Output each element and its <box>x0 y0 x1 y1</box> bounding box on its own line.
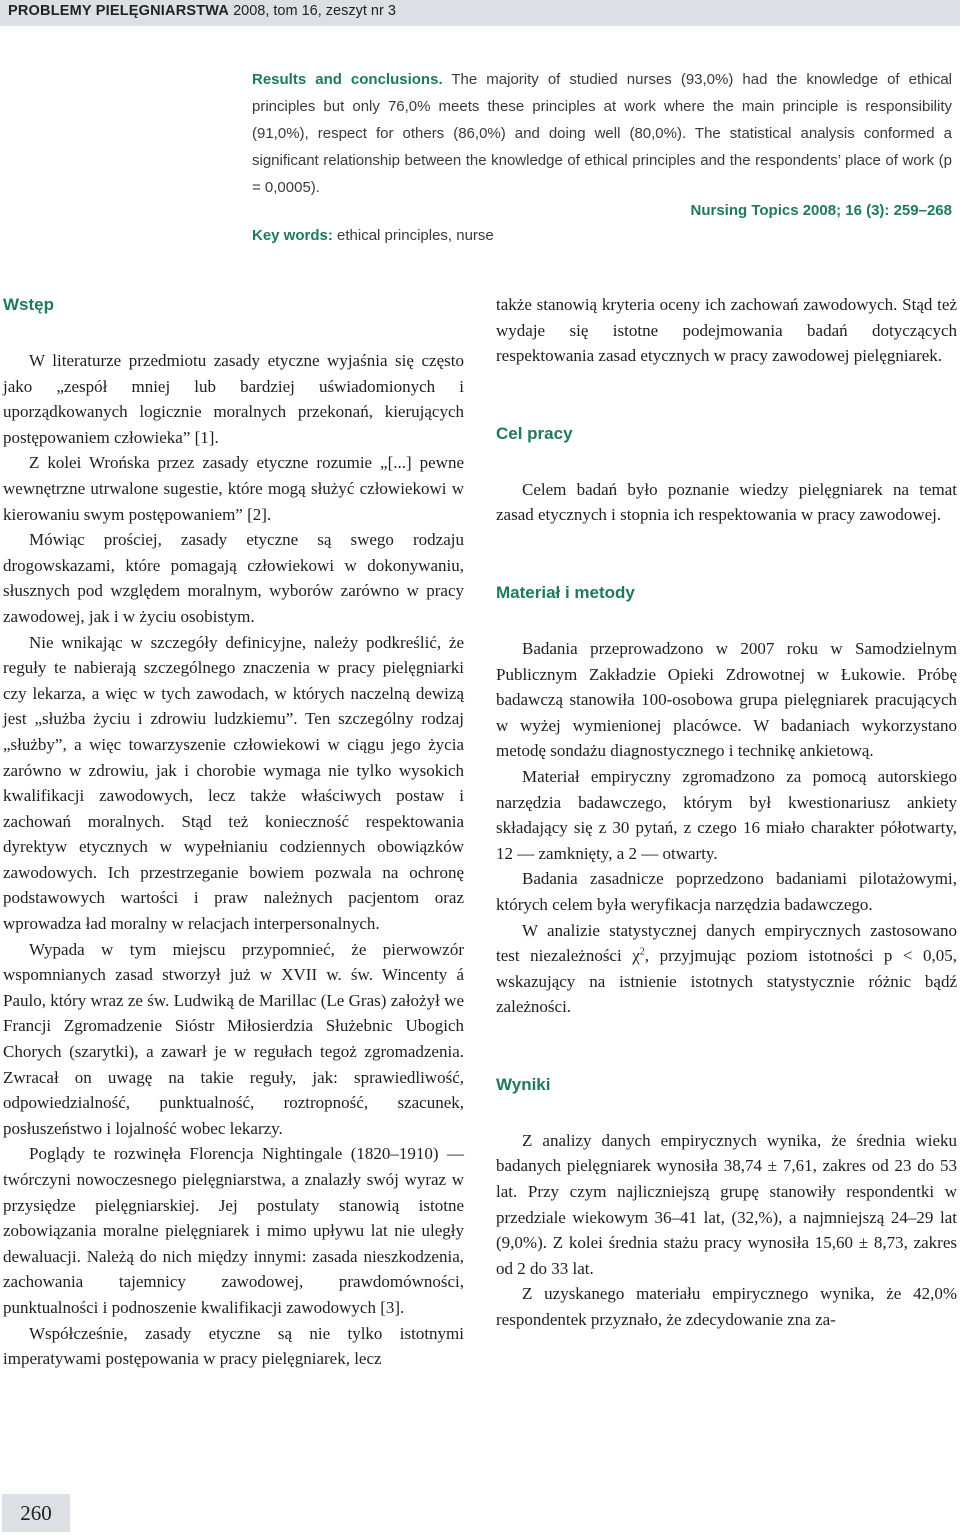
issue-info: 2008, tom 16, zeszyt nr 3 <box>229 3 396 19</box>
results-text: The majority of studied nurses (93,0%) had the knowledge of ethical principles but only 76,0% meets these principles at work where the main principle is responsibility (91,0%), respect for others (86,0%) and doing well (80,0%). The statistical analysis conformed a significant relationship between the knowledge of ethical principles and the respondents’ place of work (p = 0,0005). <box>252 71 952 196</box>
chi-square-superscript: 2 <box>639 946 645 958</box>
methods-paragraph-3: Badania zasadnicze poprzedzono badaniami pilotażowymi, których celem była weryfikacja narzędzia badawczego. <box>496 869 957 914</box>
intro-continued: także stanowią kryteria oceny ich zachowań zawodowych. Stąd też wydaje się istotne podejmowania badań dotyczących respektowania zasad etycznych w pracy zawodowej pielęgniarek. <box>496 295 957 366</box>
keywords-label: Key words: <box>252 227 333 244</box>
intro-paragraph-1: W literaturze przedmiotu zasady etyczne wyjaśnia się często jako „zespół mniej lub bardziej uświadomionych i uporządkowanych logicznie moralnych przekonań, kierujących postępowaniem człowieka” [1]. <box>3 351 464 447</box>
citation: Nursing Topics 2008; 16 (3): 259–268 <box>690 202 952 219</box>
intro-paragraph-6: Poglądy te rozwinęła Florencja Nightingale (1820–1910) — twórczyni nowoczesnego pielęgniarstwa, a znalazły swój wyraz w przysiędze pielęgniarskiej. Jej postulaty stanowią istotne zobowiązania moralne pielęgniarek i mimo upływu lat nie uległy dewaluacji. Należą do nich między innymi: zasada nieszkodzenia, zachowania tajemnicy zawodowej, prawdomówności, punktualności i podnoszenie kwalifikacji zawodowych [3]. <box>3 1144 464 1317</box>
results-paragraph-1: Z analizy danych empirycznych wynika, że średnia wieku badanych pielęgniarek wynosiła 38,74 ± 7,61, zakres od 23 do 53 lat. Przy czym najliczniejszą grupę stanowiły respondentki w przedziale wiekowym 36–41 lat, (32,%), a najmniejszą 24–29 lat (9,0%). Z kolei średnia stażu pracy wynosiła 15,60 ± 8,73, zakres od 2 do 33 lat. <box>496 1130 957 1278</box>
methods-paragraph-2: Materiał empiryczny zgromadzono za pomocą autorskiego narzędzia badawczego, którym był kwestionariusz ankiety składający się z 30 pytań, z czego 16 miało charakter półotwarty, 12 — zamknięty, a 2 — otwarty. <box>496 766 957 863</box>
aim-paragraph: Celem badań było poznanie wiedzy pielęgniarek na temat zasad etycznych i stopnia ich respektowania w pracy zawodowej. <box>496 479 957 525</box>
heading-results: Wyniki <box>496 1074 551 1094</box>
results-label: Results and conclusions. <box>252 71 443 88</box>
heading-methods: Materiał i metody <box>496 582 635 602</box>
intro-paragraph-4: Nie wnikając w szczegóły definicyjne, należy podkreślić, że reguły te nabierają szczególnego znaczenia w pracy pielęgniarki czy lekarza, a więc w tych zawodach, w których naczelną dewizą jest „służba życiu i zdrowiu ludzkiemu”. Ten szczególny rodzaj „służby”, a więc towarzyszenie człowiekowi w ciągu jego życia zarówno w zdrowiu, jak i chorobie wymaga nie tylko wysokich kwalifikacji zawodowych, lecz także właściwych postaw i zachowań moralnych. Stąd też konieczność respektowania dyrektyw etycznych w wypełnianiu codziennych obowiązków zawodowych. Ich przestrzeganie bowiem pozwala na ochronę podstawowych wartości i praw należnych pacjentom oraz wprowadza ład moralny w relacjach interpersonalnych. <box>3 632 464 934</box>
heading-aim: Cel pracy <box>496 423 573 443</box>
intro-paragraph-5: Wypada w tym miejscu przypomnieć, że pierwowzór wspomnianych zasad stworzył już w XVII w. św. Wincenty á Paulo, który wraz ze św. Ludwiką de Marillac (Le Gras) założył we Francji Zgromadzenie Sióstr Miłosierdzia Służebnic Ubogich Chorych (szarytki), a zawarł je w regułach tegoż zgromadzenia. Zwracał on uwagę na takie reguły, jak: sprawiedliwość, odpowiedzialność, punktualność, roztropność, szacunek, posłuszeństwo i lojalność wobec lekarzy. <box>3 939 464 1138</box>
intro-paragraph-3: Mówiąc prościej, zasady etyczne są swego rodzaju drogowskazami, które pomagają człowiekowi w dokonywaniu, słusznych pod względem moralnym, wyborów zarówno w pracy zawodowej, jak i w życiu osobistym. <box>3 530 464 626</box>
abstract-block <box>252 66 952 249</box>
results-paragraph <box>252 66 952 201</box>
keywords-text: ethical principles, nurse <box>332 227 494 244</box>
heading-intro: Wstęp <box>3 295 54 314</box>
left-column <box>3 292 464 1372</box>
keywords <box>252 222 952 249</box>
intro-paragraph-7: Współcześnie, zasady etyczne są nie tylko istotnymi imperatywami postępowania w pracy pielęgniarek, lecz <box>3 1323 464 1369</box>
methods-p4-start: W analizie statystycznej danych empirycznych zastosowano test niezależności χ <box>496 920 957 966</box>
methods-paragraph-4 <box>496 918 957 1020</box>
results-paragraph-2: Z uzyskanego materiału empirycznego wynika, że 42,0% respondentek przyznało, że zdecydowanie zna za- <box>496 1284 957 1330</box>
methods-paragraph-1: Badania przeprowadzono w 2007 roku w Samodzielnym Publicznym Zakładzie Opieki Zdrowotnej w Łukowie. Próbę badawczą stanowiła 100-osobowa grupa pielęgniarek pracujących w wyżej wymienionej placówce. W badaniach wykorzystano metodę sondażu diagnostycznego i technikę ankietową. <box>496 638 957 761</box>
journal-name: PROBLEMY PIELĘGNIARSTWA <box>8 3 230 19</box>
intro-paragraph-2: Z kolei Wrońska przez zasady etyczne rozumie „[...] pewne wewnętrzne utrwalone sugestie, które mogą służyć człowiekowi w kierowaniu swym postępowaniem” [2]. <box>3 453 464 524</box>
methods-p4-end: , przyjmując poziom istotności p < 0,05, wskazujący na istnienie istotnych statystycznie różnic bądź zależności. <box>496 946 957 1017</box>
right-column <box>496 292 957 1333</box>
running-head <box>0 0 960 26</box>
page-number: 260 <box>2 1494 70 1532</box>
